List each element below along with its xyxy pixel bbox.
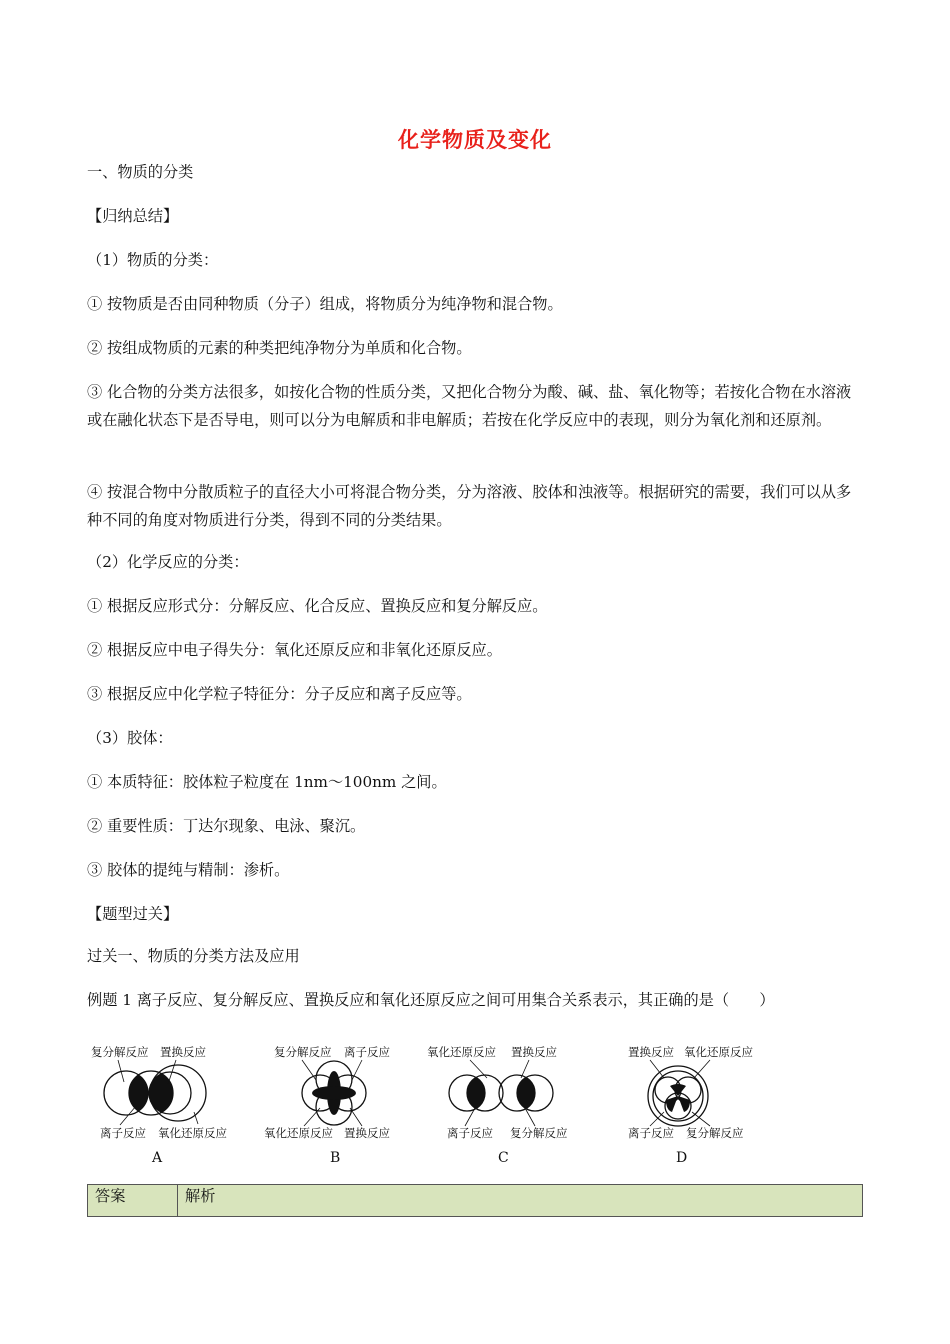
part1-item-4: ④ 按混合物中分散质粒子的直径大小可将混合物分类，分为溶液、胶体和浊液等。根据研究的需要，我们可以从多种不同的角度对物质进行分类，得到不同的分类结果。 xyxy=(87,483,852,529)
diagram-a-label-tl: 复分解反应 xyxy=(91,1045,149,1059)
answer-table xyxy=(87,1184,863,1217)
part2-heading: （2）化学反应的分类： xyxy=(87,553,249,571)
diagram-d-label-tr: 氧化还原反应 xyxy=(684,1045,753,1059)
diagram-a xyxy=(88,1040,238,1170)
table-row xyxy=(88,1185,863,1217)
diagram-d-label-bl: 离子反应 xyxy=(628,1126,674,1140)
section-heading: 一、物质的分类 xyxy=(87,163,194,181)
diagram-c-label-tr: 置换反应 xyxy=(511,1045,557,1059)
diagram-a-label-br: 氧化还原反应 xyxy=(158,1126,227,1140)
diagram-b xyxy=(262,1040,412,1170)
diagram-d-caption: D xyxy=(676,1150,688,1166)
diagram-b-label-tl: 复分解反应 xyxy=(274,1045,332,1059)
summary-heading: 【归纳总结】 xyxy=(87,207,179,225)
part2-item-3: ③ 根据反应中化学粒子特征分：分子反应和离子反应等。 xyxy=(87,685,472,703)
example1-question: 例题 1 离子反应、复分解反应、置换反应和氧化还原反应之间可用集合关系表示，其正确的是（ ） xyxy=(87,991,775,1009)
diagram-c-caption: C xyxy=(498,1150,509,1166)
analysis-header-cell: 解析 xyxy=(178,1185,863,1217)
diagram-b-label-bl: 氧化还原反应 xyxy=(264,1126,333,1140)
diagram-b-caption: B xyxy=(330,1150,341,1166)
diagram-c-label-tl: 氧化还原反应 xyxy=(427,1045,496,1059)
part1-item-1: ① 按物质是否由同种物质（分子）组成，将物质分为纯净物和混合物。 xyxy=(87,295,563,313)
pass1-heading: 过关一、物质的分类方法及应用 xyxy=(87,947,300,965)
part1-item-3: ③ 化合物的分类方法很多，如按化合物的性质分类，又把化合物分为酸、碱、盐、氧化物等；若按化合物在水溶液或在融化状态下是否导电，则可以分为电解质和非电解质；若按在化学反应中的表现，则分为氧化剂和还原剂。 xyxy=(87,383,852,429)
exercise-heading: 【题型过关】 xyxy=(87,905,179,923)
part1-item-2: ② 按组成物质的元素的种类把纯净物分为单质和化合物。 xyxy=(87,339,472,357)
diagram-b-label-tr: 离子反应 xyxy=(344,1045,390,1059)
diagram-c xyxy=(425,1040,585,1170)
part3-item-1: ① 本质特征：胶体粒子粒度在 1nm～100nm 之间。 xyxy=(87,773,447,791)
diagram-d-label-tl: 置换反应 xyxy=(628,1045,674,1059)
diagram-c-label-br: 复分解反应 xyxy=(510,1126,568,1140)
diagram-a-caption: A xyxy=(152,1150,163,1166)
part3-heading: （3）胶体： xyxy=(87,729,173,747)
page-title: 化学物质及变化 xyxy=(398,128,552,152)
diagram-a-label-tr: 置换反应 xyxy=(160,1045,206,1059)
part2-item-2: ② 根据反应中电子得失分：氧化还原反应和非氧化还原反应。 xyxy=(87,641,502,659)
part1-heading: （1）物质的分类： xyxy=(87,251,219,269)
diagram-b-label-br: 置换反应 xyxy=(344,1126,390,1140)
diagram-d-label-br: 复分解反应 xyxy=(686,1126,744,1140)
diagram-c-label-bl: 离子反应 xyxy=(447,1126,493,1140)
diagram-d xyxy=(620,1040,760,1170)
answer-header-cell: 答案 xyxy=(88,1185,178,1217)
part3-item-3: ③ 胶体的提纯与精制：渗析。 xyxy=(87,861,290,879)
part3-item-2: ② 重要性质：丁达尔现象、电泳、聚沉。 xyxy=(87,817,366,835)
diagram-a-label-bl: 离子反应 xyxy=(100,1126,146,1140)
part2-item-1: ① 根据反应形式分：分解反应、化合反应、置换反应和复分解反应。 xyxy=(87,597,548,615)
